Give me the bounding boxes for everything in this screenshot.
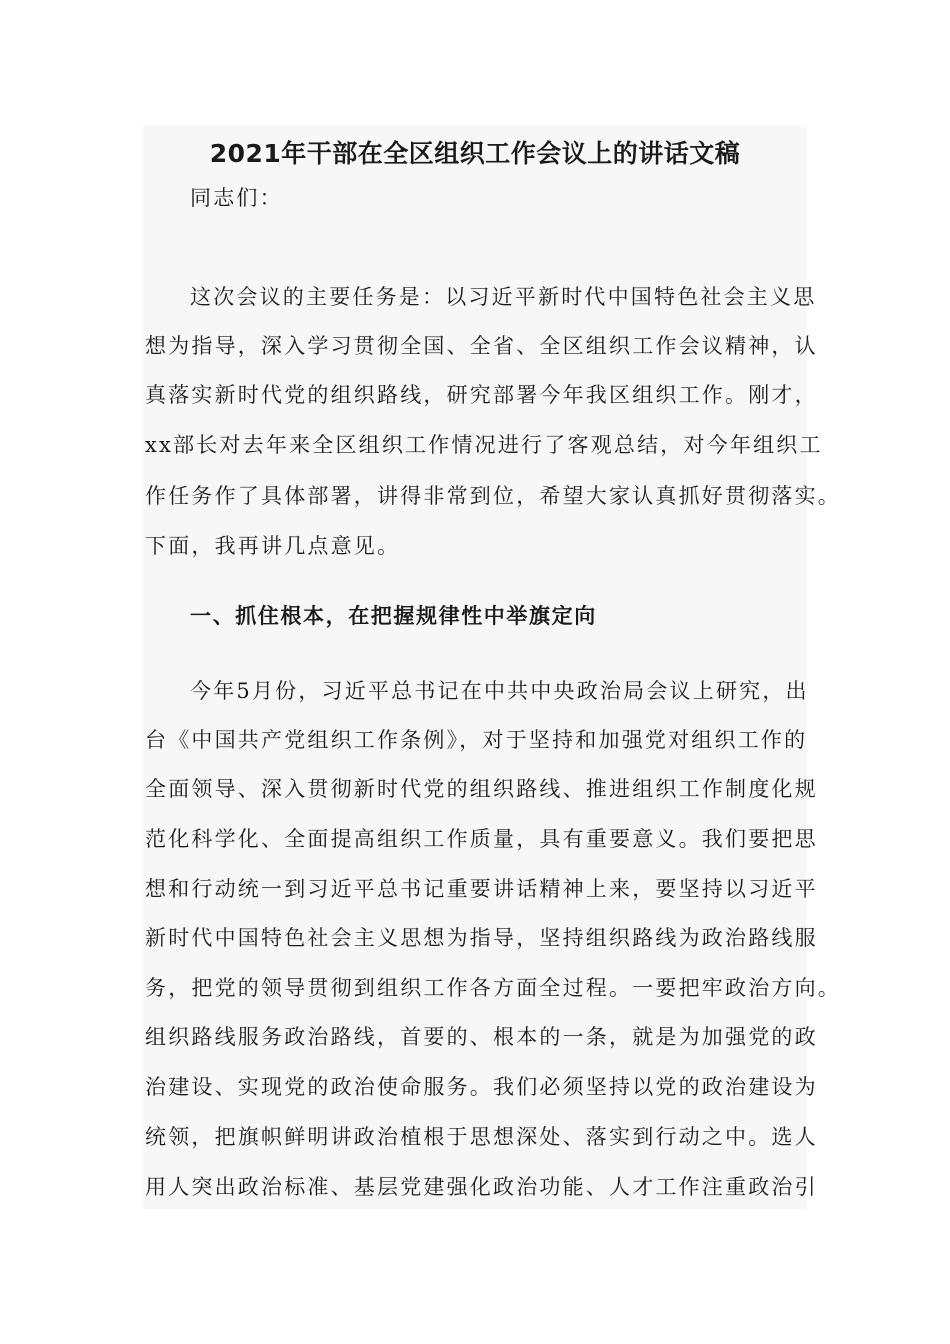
paragraph-2-line-6: 新时代中国特色社会主义思想为指导，坚持组织路线为政治路线服 [145,926,818,950]
paragraph-2-line-1: 今年5月份，习近平总书记在中共中央政治局会议上研究，出 [190,679,809,703]
paragraph-2-line-5: 想和行动统一到习近平总书记重要讲话精神上来，要坚持以习近平 [145,877,818,901]
paragraph-2-line-2: 台《中国共产党组织工作条例》，对于坚持和加强党对组织工作的 [145,728,808,752]
paragraph-2-line-10: 统领，把旗帜鲜明讲政治植根于思想深处、落实到行动之中。选人 [145,1125,818,1149]
paragraph-1-line-1: 这次会议的主要任务是：以习近平新时代中国特色社会主义思 [190,285,817,309]
paragraph-1-line-5: 作任务作了具体部署，讲得非常到位，希望大家认真抓好贯彻落实。 [145,484,841,508]
paragraph-2-line-8: 组织路线服务政治路线，首要的、根本的一条，就是为加强党的政 [145,1025,818,1049]
document-title: 2021年干部在全区组织工作会议上的讲话文稿 [209,139,741,168]
paragraph-2-line-9: 治建设、实现党的政治使命服务。我们必须坚持以党的政治建设为 [145,1075,818,1099]
section-1-heading: 一、抓住根本，在把握规律性中举旗定向 [190,604,597,628]
paragraph-2-line-11: 用人突出政治标准、基层党建强化政治功能、人才工作注重政治引 [145,1175,818,1199]
paragraph-2-line-3: 全面领导、深入贯彻新时代党的组织路线、推进组织工作制度化规 [145,777,818,801]
paragraph-1-line-6: 下面，我再讲几点意见。 [145,534,401,558]
paragraph-1-line-2: 想为指导，深入学习贯彻全国、全省、全区组织工作会议精神，认 [145,334,818,358]
paragraph-1-line-3: 真落实新时代党的组织路线，研究部署今年我区组织工作。刚才， [145,383,818,407]
paragraph-1-line-4: xx部长对去年来全区组织工作情况进行了客观总结，对今年组织工 [145,433,823,457]
salutation: 同志们： [190,186,283,210]
paragraph-2-line-4: 范化科学化、全面提高组织工作质量，具有重要意义。我们要把思 [145,827,818,851]
paragraph-2-line-7: 务，把党的领导贯彻到组织工作各方面全过程。一要把牢政治方向。 [145,976,841,1000]
